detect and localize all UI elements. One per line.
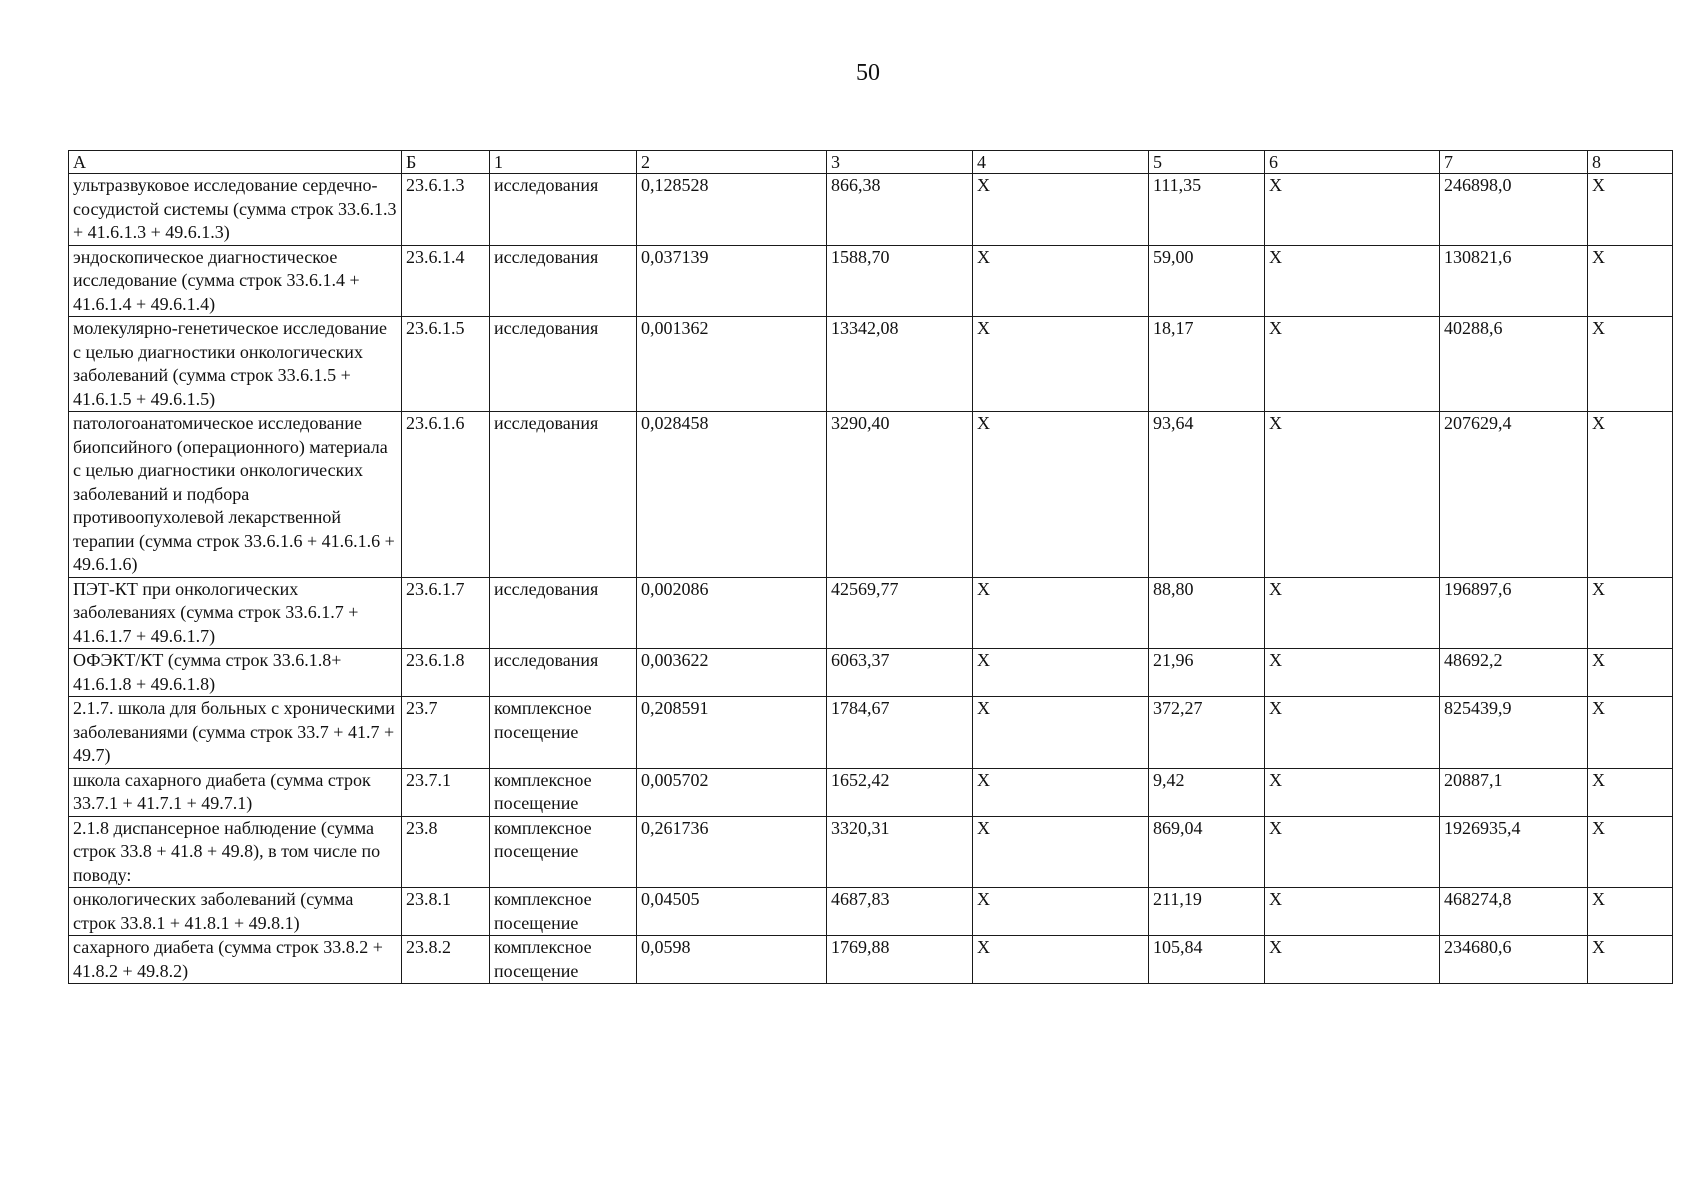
value-cell: 825439,9 [1440, 697, 1588, 769]
x-cell: X [1265, 412, 1440, 578]
table-row [69, 888, 1673, 936]
table-row [69, 768, 1673, 816]
header-cell: 3 [827, 151, 973, 174]
x-cell: X [1265, 649, 1440, 697]
value-cell: 372,27 [1149, 697, 1265, 769]
row-description: онкологических заболеваний (сумма строк 33.8.1 + 41.8.1 + 49.8.1) [69, 888, 402, 936]
value-cell: 0,037139 [637, 245, 827, 317]
value-cell: 105,84 [1149, 936, 1265, 984]
x-cell: X [1588, 768, 1673, 816]
value-cell: 0,005702 [637, 768, 827, 816]
row-description: ОФЭКТ/КТ (сумма строк 33.6.1.8+ 41.6.1.8 + 49.6.1.8) [69, 649, 402, 697]
value-cell: 0,001362 [637, 317, 827, 412]
x-cell: X [1265, 888, 1440, 936]
row-description: 2.1.8 диспансерное наблюдение (сумма строк 33.8 + 41.8 + 49.8), в том числе по поводу: [69, 816, 402, 888]
value-cell: 196897,6 [1440, 577, 1588, 649]
x-cell: X [973, 245, 1149, 317]
unit-cell: комплексное посещение [490, 768, 637, 816]
x-cell: X [1265, 936, 1440, 984]
row-code: 23.6.1.7 [402, 577, 490, 649]
x-cell: X [1588, 888, 1673, 936]
row-code: 23.6.1.3 [402, 174, 490, 246]
x-cell: X [1588, 245, 1673, 317]
row-description: 2.1.7. школа для больных с хроническими заболеваниями (сумма строк 33.7 + 41.7 + 49.7) [69, 697, 402, 769]
value-cell: 0,208591 [637, 697, 827, 769]
x-cell: X [973, 768, 1149, 816]
row-code: 23.7 [402, 697, 490, 769]
header-cell: 1 [490, 151, 637, 174]
value-cell: 1926935,4 [1440, 816, 1588, 888]
unit-cell: исследования [490, 577, 637, 649]
row-code: 23.6.1.5 [402, 317, 490, 412]
x-cell: X [1265, 317, 1440, 412]
row-code: 23.6.1.8 [402, 649, 490, 697]
header-cell: Б [402, 151, 490, 174]
value-cell: 130821,6 [1440, 245, 1588, 317]
row-description: школа сахарного диабета (сумма строк 33.7.1 + 41.7.1 + 49.7.1) [69, 768, 402, 816]
value-cell: 0,0598 [637, 936, 827, 984]
row-code: 23.6.1.4 [402, 245, 490, 317]
row-code: 23.7.1 [402, 768, 490, 816]
unit-cell: комплексное посещение [490, 888, 637, 936]
data-table [68, 150, 1673, 984]
value-cell: 0,028458 [637, 412, 827, 578]
x-cell: X [1588, 174, 1673, 246]
x-cell: X [1265, 768, 1440, 816]
row-code: 23.6.1.6 [402, 412, 490, 578]
value-cell: 1652,42 [827, 768, 973, 816]
value-cell: 0,003622 [637, 649, 827, 697]
row-code: 23.8 [402, 816, 490, 888]
unit-cell: комплексное посещение [490, 697, 637, 769]
value-cell: 866,38 [827, 174, 973, 246]
header-cell: 7 [1440, 151, 1588, 174]
value-cell: 20887,1 [1440, 768, 1588, 816]
value-cell: 40288,6 [1440, 317, 1588, 412]
x-cell: X [1588, 936, 1673, 984]
header-cell: 5 [1149, 151, 1265, 174]
x-cell: X [1265, 697, 1440, 769]
x-cell: X [973, 888, 1149, 936]
row-description: ультразвуковое исследование сердечно-сосудистой системы (сумма строк 33.6.1.3 + 41.6.1.3 + 49.6.1.3) [69, 174, 402, 246]
unit-cell: исследования [490, 245, 637, 317]
x-cell: X [1588, 697, 1673, 769]
value-cell: 59,00 [1149, 245, 1265, 317]
page-number: 50 [856, 60, 880, 86]
value-cell: 0,002086 [637, 577, 827, 649]
header-cell: 4 [973, 151, 1149, 174]
unit-cell: исследования [490, 317, 637, 412]
value-cell: 1769,88 [827, 936, 973, 984]
value-cell: 6063,37 [827, 649, 973, 697]
header-cell: 2 [637, 151, 827, 174]
row-description: молекулярно-генетическое исследование с целью диагностики онкологических заболеваний (сумма строк 33.6.1.5 + 41.6.1.5 + 49.6.1.5) [69, 317, 402, 412]
row-code: 23.8.1 [402, 888, 490, 936]
header-cell: А [69, 151, 402, 174]
unit-cell: исследования [490, 412, 637, 578]
table-row [69, 577, 1673, 649]
table-row [69, 412, 1673, 578]
value-cell: 4687,83 [827, 888, 973, 936]
value-cell: 211,19 [1149, 888, 1265, 936]
x-cell: X [1588, 412, 1673, 578]
header-cell: 6 [1265, 151, 1440, 174]
x-cell: X [1265, 174, 1440, 246]
value-cell: 3320,31 [827, 816, 973, 888]
value-cell: 1784,67 [827, 697, 973, 769]
table-row [69, 649, 1673, 697]
value-cell: 0,04505 [637, 888, 827, 936]
value-cell: 3290,40 [827, 412, 973, 578]
value-cell: 18,17 [1149, 317, 1265, 412]
value-cell: 13342,08 [827, 317, 973, 412]
x-cell: X [1588, 317, 1673, 412]
value-cell: 0,128528 [637, 174, 827, 246]
value-cell: 42569,77 [827, 577, 973, 649]
table-row [69, 174, 1673, 246]
x-cell: X [973, 412, 1149, 578]
x-cell: X [1265, 245, 1440, 317]
row-code: 23.8.2 [402, 936, 490, 984]
value-cell: 234680,6 [1440, 936, 1588, 984]
value-cell: 21,96 [1149, 649, 1265, 697]
x-cell: X [1588, 816, 1673, 888]
unit-cell: исследования [490, 174, 637, 246]
x-cell: X [973, 697, 1149, 769]
row-description: патологоанатомическое исследование биопсийного (операционного) материала с целью диагностики онкологических заболеваний и подбора противоопухолевой лекарственной терапии (сумма строк 33.6.1.6 + 41.6.1.6 + 49.6.1.6) [69, 412, 402, 578]
value-cell: 207629,4 [1440, 412, 1588, 578]
x-cell: X [973, 816, 1149, 888]
x-cell: X [973, 649, 1149, 697]
value-cell: 93,64 [1149, 412, 1265, 578]
table-row [69, 936, 1673, 984]
table-row [69, 317, 1673, 412]
row-description: сахарного диабета (сумма строк 33.8.2 + 41.8.2 + 49.8.2) [69, 936, 402, 984]
value-cell: 0,261736 [637, 816, 827, 888]
x-cell: X [973, 317, 1149, 412]
header-row [69, 151, 1673, 174]
unit-cell: комплексное посещение [490, 816, 637, 888]
unit-cell: исследования [490, 649, 637, 697]
value-cell: 48692,2 [1440, 649, 1588, 697]
value-cell: 1588,70 [827, 245, 973, 317]
row-description: эндоскопическое диагностическое исследование (сумма строк 33.6.1.4 + 41.6.1.4 + 49.6.1.4) [69, 245, 402, 317]
table-row [69, 697, 1673, 769]
x-cell: X [973, 936, 1149, 984]
value-cell: 88,80 [1149, 577, 1265, 649]
x-cell: X [1265, 577, 1440, 649]
x-cell: X [973, 174, 1149, 246]
x-cell: X [973, 577, 1149, 649]
unit-cell: комплексное посещение [490, 936, 637, 984]
value-cell: 869,04 [1149, 816, 1265, 888]
value-cell: 468274,8 [1440, 888, 1588, 936]
header-cell: 8 [1588, 151, 1673, 174]
x-cell: X [1588, 649, 1673, 697]
value-cell: 111,35 [1149, 174, 1265, 246]
row-description: ПЭТ-КТ при онкологических заболеваниях (сумма строк 33.6.1.7 + 41.6.1.7 + 49.6.1.7) [69, 577, 402, 649]
table-row [69, 245, 1673, 317]
x-cell: X [1588, 577, 1673, 649]
x-cell: X [1265, 816, 1440, 888]
table-row [69, 816, 1673, 888]
table-body [69, 174, 1673, 984]
value-cell: 9,42 [1149, 768, 1265, 816]
value-cell: 246898,0 [1440, 174, 1588, 246]
